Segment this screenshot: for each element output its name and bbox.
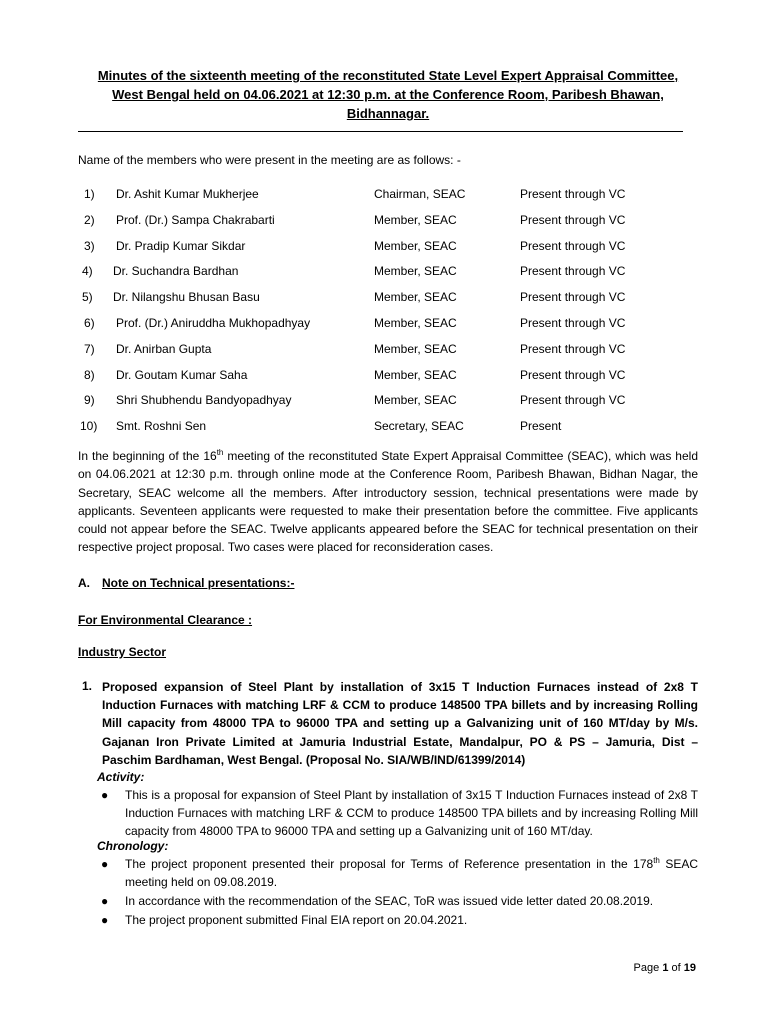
member-row	[78, 365, 698, 391]
member-number: 4)	[82, 264, 93, 279]
chronology-text: The project proponent presented their proposal for Terms of Reference presentation in the 178	[125, 857, 654, 871]
list-item	[97, 892, 698, 910]
of-word: of	[671, 962, 681, 974]
list-item	[97, 786, 698, 840]
proposal-item	[78, 678, 698, 769]
member-number: 2)	[84, 212, 95, 227]
member-number: 9)	[84, 393, 95, 408]
bullet-icon: ●	[101, 857, 109, 871]
member-role: Secretary, SEAC	[374, 419, 464, 434]
page-number: 1	[662, 962, 669, 974]
list-item	[97, 855, 698, 891]
page-total: 19	[683, 962, 696, 974]
member-name: Dr. Suchandra Bardhan	[113, 264, 239, 279]
list-item	[97, 911, 698, 929]
section-a-heading	[78, 575, 294, 592]
bullet-icon: ●	[101, 894, 109, 908]
member-row	[78, 339, 698, 365]
member-row	[78, 287, 698, 313]
section-a-label: A.	[78, 576, 90, 590]
chronology-text: In accordance with the recommendation of the SEAC, ToR was issued vide letter dated 20.08.2019.	[125, 894, 654, 908]
member-role: Member, SEAC	[374, 393, 457, 408]
title-line-1: Minutes of the sixteenth meeting of the reconstituted State Level Expert Appraisal Committee,	[97, 68, 679, 83]
member-row	[78, 236, 698, 262]
member-number: 5)	[82, 290, 93, 305]
member-status: Present through VC	[520, 393, 626, 408]
member-role: Member, SEAC	[374, 315, 457, 330]
member-row	[78, 416, 698, 442]
member-status: Present through VC	[520, 264, 626, 279]
member-number: 8)	[84, 367, 95, 382]
member-role: Member, SEAC	[374, 264, 457, 279]
activity-label: Activity:	[97, 770, 145, 784]
member-status: Present through VC	[520, 367, 626, 382]
member-status: Present through VC	[520, 187, 626, 201]
ordinal-suffix: th	[653, 856, 660, 865]
chronology-label: Chronology:	[97, 839, 169, 853]
member-status: Present through VC	[520, 290, 626, 305]
member-number: 1)	[84, 187, 95, 201]
document-title	[78, 66, 698, 123]
title-line-2: West Bengal held on 04.06.2021 at 12:30 p.m. at the Conference Room, Paribesh Bhawan,	[112, 87, 664, 102]
activity-text: This is a proposal for expansion of Steel Plant by installation of 3x15 T Induction Furnaces instead of 2x8 T Induction Furnaces with matching LRF & CCM to produce 148500 TPA billets and by increasing Rolling Mill capacity from 48000 TPA to 96000 TPA and setting up a Galvanizing unit of 160 MT/day.	[125, 788, 698, 838]
member-name: Dr. Goutam Kumar Saha	[116, 367, 248, 382]
member-name: Dr. Nilangshu Bhusan Basu	[113, 290, 260, 305]
title-divider	[78, 131, 683, 132]
member-name: Dr. Ashit Kumar Mukherjee	[116, 187, 259, 201]
member-role: Member, SEAC	[374, 212, 457, 227]
activity-list	[97, 786, 698, 841]
member-number: 10)	[80, 419, 98, 434]
member-status: Present	[520, 419, 562, 434]
member-name: Prof. (Dr.) Sampa Chakrabarti	[116, 212, 275, 227]
member-status: Present through VC	[520, 341, 626, 356]
bullet-icon: ●	[101, 788, 109, 802]
member-status: Present through VC	[520, 238, 626, 253]
bullet-icon: ●	[101, 913, 109, 927]
member-name: Dr. Pradip Kumar Sikdar	[116, 238, 246, 253]
proposal-number: 1.	[82, 679, 93, 693]
chronology-text: The project proponent submitted Final EIA report on 20.04.2021.	[125, 913, 468, 927]
paragraph-text-start: In the beginning of the 16	[78, 449, 217, 463]
section-a-title: Note on Technical presentations:-	[102, 576, 295, 590]
member-name: Dr. Anirban Gupta	[116, 341, 212, 356]
member-status: Present through VC	[520, 212, 626, 227]
member-row	[78, 210, 698, 236]
member-row	[78, 390, 698, 416]
member-row	[78, 261, 698, 287]
member-role: Chairman, SEAC	[374, 187, 466, 201]
member-name: Prof. (Dr.) Aniruddha Mukhopadhyay	[116, 315, 311, 330]
title-line-3: Bidhannagar.	[346, 106, 430, 121]
chronology-list	[97, 855, 698, 930]
member-name: Shri Shubhendu Bandyopadhyay	[116, 393, 292, 408]
chronology-text: SEAC meeting held on 09.08.2019.	[125, 857, 698, 889]
members-list	[78, 184, 698, 442]
members-intro: Name of the members who were present in the meeting are as follows: -	[78, 153, 461, 167]
member-number: 7)	[84, 341, 95, 356]
ordinal-suffix: th	[216, 448, 224, 457]
member-name: Smt. Roshni Sen	[116, 419, 207, 434]
member-role: Member, SEAC	[374, 290, 457, 305]
member-role: Member, SEAC	[374, 367, 457, 382]
member-role: Member, SEAC	[374, 341, 457, 356]
paragraph-text-rest: meeting of the reconstituted State Expert Appraisal Committee (SEAC), which was held on 04.06.2021 at 12:30 p.m. through online mode at the Conference Room, Paribesh Bhawan, Bidhan Nagar, the Secretary, SEAC welcome all the members. After introductory session, technical presentations were made by applicants. Seventeen applicants were requested to make their presentation before the committee. Five applicants could not appear before the SEAC. Twelve applicants appeared before the SEAC for technical presentation on their respective project proposal. Two cases were placed for reconsideration cases.	[78, 449, 698, 555]
member-row	[78, 184, 698, 210]
industry-sector-heading: Industry Sector	[78, 645, 167, 659]
env-clearance-heading: For Environmental Clearance :	[78, 613, 253, 627]
member-row	[78, 313, 698, 339]
member-number: 6)	[84, 315, 95, 330]
page-footer	[634, 961, 696, 977]
page-word: Page	[633, 962, 660, 974]
member-status: Present through VC	[520, 315, 626, 330]
proposal-title: Proposed expansion of Steel Plant by installation of 3x15 T Induction Furnaces instead of 2x8 T Induction Furnaces with matching LRF & CCM to produce 148500 TPA billets and by increasing Rolling Mill capacity from 48000 TPA to 96000 TPA and setting up a Galvanizing unit of 160 MT/day by M/s. Gajanan Iron Private Limited at Jamuria Industrial Estate, Mandalpur, PO & PS – Jamuria, Dist – Paschim Bardhaman, West Bengal. (Proposal No. SIA/WB/IND/61399/2014)	[102, 680, 698, 767]
opening-paragraph	[78, 447, 698, 557]
member-number: 3)	[84, 238, 95, 253]
member-role: Member, SEAC	[374, 238, 457, 253]
